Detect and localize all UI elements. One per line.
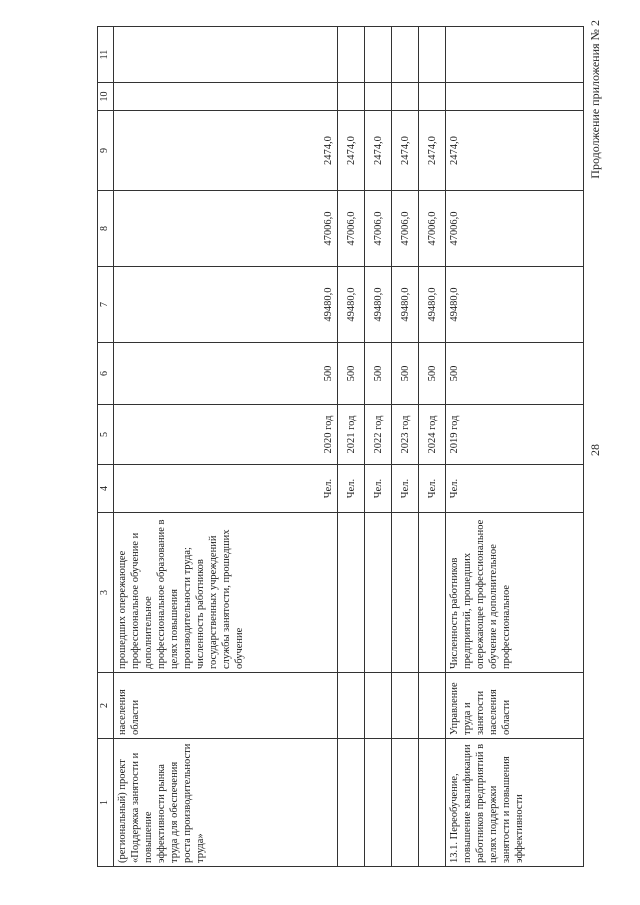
- year-cell: 2024 год: [419, 405, 446, 465]
- project-cell: [419, 739, 446, 867]
- total-cell: 49480,0: [114, 267, 338, 343]
- executor-cell: [338, 673, 365, 739]
- total-cell: 49480,0: [338, 267, 365, 343]
- column-header: 11: [98, 27, 114, 83]
- total-cell: 49480,0: [419, 267, 446, 343]
- quantity-cell: 500: [392, 343, 419, 405]
- regional-cell: 2474,0: [392, 111, 419, 191]
- year-cell: 2019 год: [446, 405, 584, 465]
- continuation-label: Продолжение приложения № 2: [588, 20, 602, 179]
- indicator-cell: Численность работников предприятий, прошедших опережающее профессиональное обучение и дополнительное профессиональное: [446, 513, 584, 673]
- federal-cell: 47006,0: [446, 191, 584, 267]
- federal-cell: 47006,0: [419, 191, 446, 267]
- table-row: [365, 27, 392, 867]
- unit-cell: Чел.: [419, 465, 446, 513]
- executor-cell: Управление труда и занятости населения области: [446, 673, 584, 739]
- federal-cell: 47006,0: [392, 191, 419, 267]
- executor-cell: населения области: [114, 673, 338, 739]
- column-header: 7: [98, 267, 114, 343]
- federal-cell: 47006,0: [114, 191, 338, 267]
- total-cell: 49480,0: [365, 267, 392, 343]
- table-row: [419, 27, 446, 867]
- col10-cell: [114, 83, 338, 111]
- column-header: 1: [98, 739, 114, 867]
- federal-cell: 47006,0: [365, 191, 392, 267]
- executor-cell: [419, 673, 446, 739]
- unit-cell: Чел.: [338, 465, 365, 513]
- project-cell: [392, 739, 419, 867]
- year-cell: 2020 год: [114, 405, 338, 465]
- column-number-row: [98, 27, 114, 867]
- regional-cell: 2474,0: [446, 111, 584, 191]
- column-header: 9: [98, 111, 114, 191]
- column-header: 3: [98, 513, 114, 673]
- col10-cell: [446, 83, 584, 111]
- column-header: 2: [98, 673, 114, 739]
- federal-cell: 47006,0: [338, 191, 365, 267]
- year-cell: 2023 год: [392, 405, 419, 465]
- indicator-cell: [419, 513, 446, 673]
- table-row: [392, 27, 419, 867]
- year-cell: 2021 год: [338, 405, 365, 465]
- col10-cell: [392, 83, 419, 111]
- quantity-cell: 500: [446, 343, 584, 405]
- project-cell: [338, 739, 365, 867]
- col11-cell: [365, 27, 392, 83]
- indicator-cell: [338, 513, 365, 673]
- unit-cell: Чел.: [365, 465, 392, 513]
- column-header: 5: [98, 405, 114, 465]
- column-header: 6: [98, 343, 114, 405]
- column-header: 8: [98, 191, 114, 267]
- col11-cell: [419, 27, 446, 83]
- unit-cell: Чел.: [446, 465, 584, 513]
- executor-cell: [365, 673, 392, 739]
- quantity-cell: 500: [419, 343, 446, 405]
- regional-cell: 2474,0: [365, 111, 392, 191]
- quantity-cell: 500: [114, 343, 338, 405]
- col11-cell: [446, 27, 584, 83]
- indicator-cell: [392, 513, 419, 673]
- year-cell: 2022 год: [365, 405, 392, 465]
- quantity-cell: 500: [338, 343, 365, 405]
- unit-cell: Чел.: [392, 465, 419, 513]
- table-row: [114, 27, 338, 867]
- table-row: [338, 27, 365, 867]
- project-cell: (региональный) проект «Поддержка занятости и повышение эффективности рынка труда для обеспечения роста производительности труда»: [114, 739, 338, 867]
- total-cell: 49480,0: [392, 267, 419, 343]
- program-table: [97, 26, 584, 867]
- regional-cell: 2474,0: [114, 111, 338, 191]
- indicator-cell: [365, 513, 392, 673]
- table-row: [446, 27, 584, 867]
- col10-cell: [338, 83, 365, 111]
- col10-cell: [365, 83, 392, 111]
- column-header: 4: [98, 465, 114, 513]
- col11-cell: [338, 27, 365, 83]
- page-number: 28: [588, 444, 602, 456]
- total-cell: 49480,0: [446, 267, 584, 343]
- unit-cell: Чел.: [114, 465, 338, 513]
- indicator-cell: прошедших опережающее профессиональное обучение и дополнительное профессиональное образование в целях повышения производительности труда; численность работников государственных учреждений службы занятости, прошедших обучение: [114, 513, 338, 673]
- col11-cell: [392, 27, 419, 83]
- regional-cell: 2474,0: [338, 111, 365, 191]
- quantity-cell: 500: [365, 343, 392, 405]
- project-cell: 13.1. Переобучение, повышение квалификации работников предприятий в целях поддержки занятости и повышения эффективности: [446, 739, 584, 867]
- col11-cell: [114, 27, 338, 83]
- project-cell: [365, 739, 392, 867]
- col10-cell: [419, 83, 446, 111]
- column-header: 10: [98, 83, 114, 111]
- executor-cell: [392, 673, 419, 739]
- regional-cell: 2474,0: [419, 111, 446, 191]
